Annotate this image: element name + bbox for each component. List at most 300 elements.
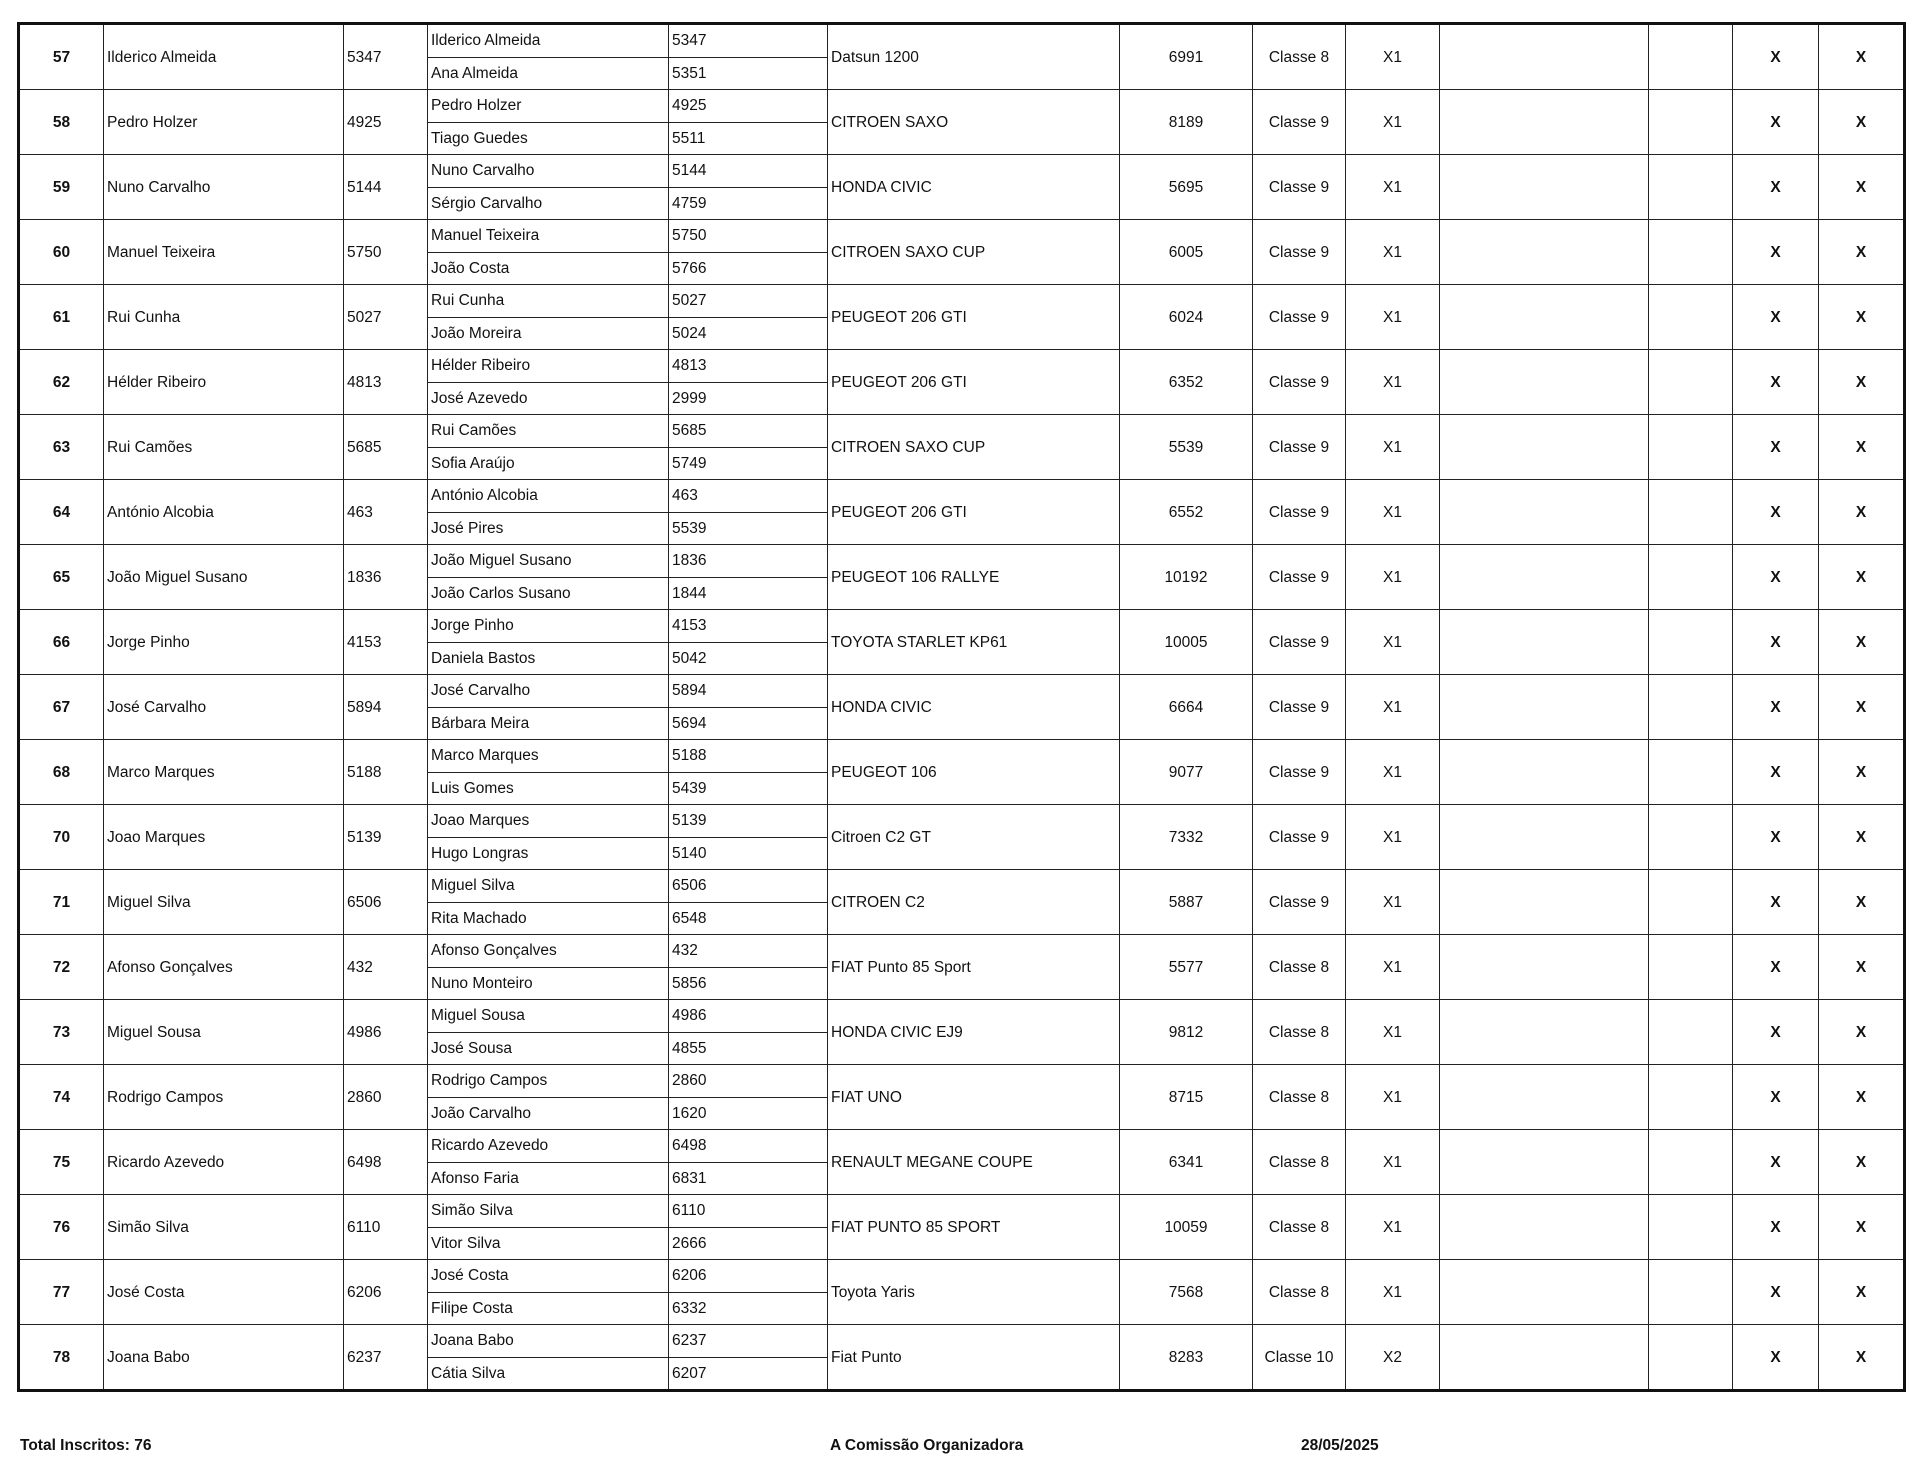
blank-cell — [1649, 285, 1733, 350]
crew-second-licence: 1620 — [669, 1097, 828, 1130]
crew-second-name: Bárbara Meira — [428, 707, 669, 740]
crew-second-name: José Pires — [428, 512, 669, 545]
blank-cell — [1440, 24, 1649, 90]
driver-name: Afonso Gonçalves — [104, 935, 344, 1000]
car-cc: 6352 — [1120, 350, 1253, 415]
car-cc: 7568 — [1120, 1260, 1253, 1325]
car-category: X1 — [1346, 220, 1440, 285]
crew-second-licence: 4855 — [669, 1032, 828, 1065]
car-class: Classe 9 — [1253, 610, 1346, 675]
table-row — [19, 545, 1905, 578]
blank-cell — [1649, 935, 1733, 1000]
car-category: X1 — [1346, 1260, 1440, 1325]
crew-second-name: Sérgio Carvalho — [428, 187, 669, 220]
car-category: X1 — [1346, 415, 1440, 480]
table-row — [19, 480, 1905, 513]
mark-cell: X — [1819, 1130, 1905, 1195]
blank-cell — [1440, 1000, 1649, 1065]
blank-cell — [1649, 415, 1733, 480]
mark-cell: X — [1819, 285, 1905, 350]
crew-second-name: Vitor Silva — [428, 1227, 669, 1260]
blank-cell — [1649, 90, 1733, 155]
driver-licence: 5188 — [344, 740, 428, 805]
blank-cell — [1649, 1325, 1733, 1391]
blank-cell — [1649, 350, 1733, 415]
car-model: FIAT PUNTO 85 SPORT — [828, 1195, 1120, 1260]
car-model: CITROEN SAXO CUP — [828, 220, 1120, 285]
crew-first-name: Joao Marques — [428, 805, 669, 838]
table-row — [19, 1195, 1905, 1228]
blank-cell — [1440, 935, 1649, 1000]
blank-cell — [1649, 1195, 1733, 1260]
car-cc: 9077 — [1120, 740, 1253, 805]
car-category: X1 — [1346, 480, 1440, 545]
car-class: Classe 9 — [1253, 480, 1346, 545]
driver-licence: 5750 — [344, 220, 428, 285]
crew-first-name: António Alcobia — [428, 480, 669, 513]
blank-cell — [1649, 1260, 1733, 1325]
crew-second-licence: 5140 — [669, 837, 828, 870]
mark-cell: X — [1819, 415, 1905, 480]
mark-cell: X — [1819, 1325, 1905, 1391]
driver-licence: 4925 — [344, 90, 428, 155]
driver-name: Miguel Silva — [104, 870, 344, 935]
car-class: Classe 8 — [1253, 24, 1346, 90]
crew-second-name: João Carlos Susano — [428, 577, 669, 610]
car-cc: 9812 — [1120, 1000, 1253, 1065]
crew-first-name: Simão Silva — [428, 1195, 669, 1228]
driver-name: Jorge Pinho — [104, 610, 344, 675]
car-class: Classe 9 — [1253, 415, 1346, 480]
entry-number: 71 — [19, 870, 104, 935]
car-cc: 8715 — [1120, 1065, 1253, 1130]
table-row — [19, 415, 1905, 448]
crew-first-licence: 6206 — [669, 1260, 828, 1293]
crew-second-name: João Moreira — [428, 317, 669, 350]
crew-second-name: João Costa — [428, 252, 669, 285]
blank-cell — [1649, 1000, 1733, 1065]
driver-name: Ilderico Almeida — [104, 24, 344, 90]
crew-second-licence: 6332 — [669, 1292, 828, 1325]
car-model: Toyota Yaris — [828, 1260, 1120, 1325]
crew-second-licence: 5439 — [669, 772, 828, 805]
car-cc: 5695 — [1120, 155, 1253, 220]
car-category: X1 — [1346, 610, 1440, 675]
driver-licence: 5894 — [344, 675, 428, 740]
mark-cell: X — [1819, 1260, 1905, 1325]
driver-name: Hélder Ribeiro — [104, 350, 344, 415]
entry-number: 73 — [19, 1000, 104, 1065]
entry-number: 70 — [19, 805, 104, 870]
car-class: Classe 8 — [1253, 1065, 1346, 1130]
mark-cell: X — [1819, 350, 1905, 415]
car-class: Classe 9 — [1253, 220, 1346, 285]
table-row — [19, 870, 1905, 903]
car-category: X1 — [1346, 935, 1440, 1000]
crew-second-name: Nuno Monteiro — [428, 967, 669, 1000]
crew-first-name: Joana Babo — [428, 1325, 669, 1358]
blank-cell — [1440, 1065, 1649, 1130]
table-row — [19, 90, 1905, 123]
table-row — [19, 220, 1905, 253]
car-cc: 6024 — [1120, 285, 1253, 350]
crew-first-licence: 5027 — [669, 285, 828, 318]
crew-second-name: Ana Almeida — [428, 57, 669, 90]
car-category: X1 — [1346, 350, 1440, 415]
entry-number: 68 — [19, 740, 104, 805]
table-row — [19, 155, 1905, 188]
crew-first-name: Manuel Teixeira — [428, 220, 669, 253]
car-category: X1 — [1346, 90, 1440, 155]
driver-name: Manuel Teixeira — [104, 220, 344, 285]
mark-cell: X — [1733, 480, 1819, 545]
car-cc: 6552 — [1120, 480, 1253, 545]
driver-name: Joao Marques — [104, 805, 344, 870]
crew-first-name: Afonso Gonçalves — [428, 935, 669, 968]
mark-cell: X — [1819, 155, 1905, 220]
table-row — [19, 1130, 1905, 1163]
blank-cell — [1440, 220, 1649, 285]
car-model: PEUGEOT 206 GTI — [828, 480, 1120, 545]
driver-licence: 1836 — [344, 545, 428, 610]
blank-cell — [1440, 545, 1649, 610]
car-category: X1 — [1346, 545, 1440, 610]
car-model: HONDA CIVIC — [828, 155, 1120, 220]
crew-second-licence: 5856 — [669, 967, 828, 1000]
blank-cell — [1649, 545, 1733, 610]
mark-cell: X — [1733, 1000, 1819, 1065]
entry-number: 77 — [19, 1260, 104, 1325]
driver-name: João Miguel Susano — [104, 545, 344, 610]
car-model: Fiat Punto — [828, 1325, 1120, 1391]
car-cc: 6664 — [1120, 675, 1253, 740]
crew-first-name: Rodrigo Campos — [428, 1065, 669, 1098]
blank-cell — [1649, 220, 1733, 285]
crew-second-licence: 5024 — [669, 317, 828, 350]
crew-first-name: João Miguel Susano — [428, 545, 669, 578]
car-cc: 10192 — [1120, 545, 1253, 610]
crew-second-name: Daniela Bastos — [428, 642, 669, 675]
entry-number: 58 — [19, 90, 104, 155]
crew-second-name: Cátia Silva — [428, 1357, 669, 1391]
crew-second-licence: 5351 — [669, 57, 828, 90]
crew-second-name: Filipe Costa — [428, 1292, 669, 1325]
blank-cell — [1440, 90, 1649, 155]
car-model: PEUGEOT 206 GTI — [828, 350, 1120, 415]
mark-cell: X — [1733, 675, 1819, 740]
blank-cell — [1649, 675, 1733, 740]
car-class: Classe 9 — [1253, 155, 1346, 220]
crew-second-licence: 6548 — [669, 902, 828, 935]
crew-first-name: Nuno Carvalho — [428, 155, 669, 188]
car-cc: 6341 — [1120, 1130, 1253, 1195]
table-row — [19, 675, 1905, 708]
blank-cell — [1649, 870, 1733, 935]
entry-list-table — [17, 22, 1906, 1392]
mark-cell: X — [1819, 610, 1905, 675]
crew-second-licence: 2999 — [669, 382, 828, 415]
car-model: PEUGEOT 106 RALLYE — [828, 545, 1120, 610]
table-row — [19, 350, 1905, 383]
car-model: CITROEN SAXO — [828, 90, 1120, 155]
blank-cell — [1440, 415, 1649, 480]
crew-first-licence: 5139 — [669, 805, 828, 838]
crew-second-licence: 4759 — [669, 187, 828, 220]
crew-second-name: José Azevedo — [428, 382, 669, 415]
car-cc: 5577 — [1120, 935, 1253, 1000]
driver-licence: 2860 — [344, 1065, 428, 1130]
driver-licence: 5139 — [344, 805, 428, 870]
driver-licence: 5027 — [344, 285, 428, 350]
entry-number: 78 — [19, 1325, 104, 1391]
entry-number: 66 — [19, 610, 104, 675]
mark-cell: X — [1733, 155, 1819, 220]
table-row — [19, 285, 1905, 318]
blank-cell — [1440, 740, 1649, 805]
table-row — [19, 935, 1905, 968]
mark-cell: X — [1819, 805, 1905, 870]
car-model: TOYOTA STARLET KP61 — [828, 610, 1120, 675]
crew-second-licence: 5766 — [669, 252, 828, 285]
driver-name: Rui Cunha — [104, 285, 344, 350]
car-class: Classe 8 — [1253, 1260, 1346, 1325]
entry-number: 62 — [19, 350, 104, 415]
driver-name: José Carvalho — [104, 675, 344, 740]
car-cc: 7332 — [1120, 805, 1253, 870]
car-class: Classe 9 — [1253, 870, 1346, 935]
car-cc: 10059 — [1120, 1195, 1253, 1260]
car-cc: 8283 — [1120, 1325, 1253, 1391]
blank-cell — [1440, 480, 1649, 545]
entry-number: 67 — [19, 675, 104, 740]
car-cc: 5887 — [1120, 870, 1253, 935]
car-class: Classe 9 — [1253, 285, 1346, 350]
crew-first-licence: 4813 — [669, 350, 828, 383]
car-class: Classe 8 — [1253, 935, 1346, 1000]
organizing-committee: A Comissão Organizadora — [830, 1437, 1024, 1454]
car-class: Classe 9 — [1253, 90, 1346, 155]
car-cc: 5539 — [1120, 415, 1253, 480]
entry-number: 57 — [19, 24, 104, 90]
driver-name: Joana Babo — [104, 1325, 344, 1391]
crew-first-licence: 463 — [669, 480, 828, 513]
crew-first-licence: 432 — [669, 935, 828, 968]
crew-second-licence: 1844 — [669, 577, 828, 610]
mark-cell: X — [1733, 1065, 1819, 1130]
driver-licence: 5144 — [344, 155, 428, 220]
car-model: HONDA CIVIC EJ9 — [828, 1000, 1120, 1065]
car-class: Classe 9 — [1253, 740, 1346, 805]
driver-name: Marco Marques — [104, 740, 344, 805]
car-model: PEUGEOT 206 GTI — [828, 285, 1120, 350]
blank-cell — [1440, 610, 1649, 675]
blank-cell — [1649, 1065, 1733, 1130]
crew-second-licence: 5511 — [669, 122, 828, 155]
blank-cell — [1649, 805, 1733, 870]
car-category: X1 — [1346, 285, 1440, 350]
blank-cell — [1440, 285, 1649, 350]
crew-first-licence: 6237 — [669, 1325, 828, 1358]
table-row — [19, 1325, 1905, 1358]
mark-cell: X — [1819, 1195, 1905, 1260]
blank-cell — [1649, 480, 1733, 545]
car-class: Classe 9 — [1253, 545, 1346, 610]
crew-second-name: Hugo Longras — [428, 837, 669, 870]
mark-cell: X — [1819, 220, 1905, 285]
table-row — [19, 24, 1905, 58]
mark-cell: X — [1733, 1260, 1819, 1325]
crew-second-licence: 2666 — [669, 1227, 828, 1260]
driver-licence: 5685 — [344, 415, 428, 480]
entry-number: 63 — [19, 415, 104, 480]
car-cc: 8189 — [1120, 90, 1253, 155]
crew-first-licence: 5347 — [669, 24, 828, 58]
crew-first-name: Ricardo Azevedo — [428, 1130, 669, 1163]
car-class: Classe 8 — [1253, 1130, 1346, 1195]
mark-cell: X — [1733, 90, 1819, 155]
blank-cell — [1440, 350, 1649, 415]
mark-cell: X — [1733, 1195, 1819, 1260]
document-date: 28/05/2025 — [1301, 1437, 1379, 1454]
entry-number: 60 — [19, 220, 104, 285]
crew-first-licence: 1836 — [669, 545, 828, 578]
blank-cell — [1649, 1130, 1733, 1195]
crew-second-name: João Carvalho — [428, 1097, 669, 1130]
driver-name: Ricardo Azevedo — [104, 1130, 344, 1195]
blank-cell — [1649, 740, 1733, 805]
car-model: PEUGEOT 106 — [828, 740, 1120, 805]
driver-name: Nuno Carvalho — [104, 155, 344, 220]
driver-licence: 6237 — [344, 1325, 428, 1391]
crew-second-name: Rita Machado — [428, 902, 669, 935]
mark-cell: X — [1819, 1000, 1905, 1065]
car-cc: 10005 — [1120, 610, 1253, 675]
mark-cell: X — [1819, 870, 1905, 935]
blank-cell — [1440, 805, 1649, 870]
car-category: X1 — [1346, 740, 1440, 805]
car-category: X1 — [1346, 870, 1440, 935]
blank-cell — [1440, 675, 1649, 740]
car-model: HONDA CIVIC — [828, 675, 1120, 740]
entry-number: 64 — [19, 480, 104, 545]
entry-number: 75 — [19, 1130, 104, 1195]
mark-cell: X — [1733, 545, 1819, 610]
crew-first-licence: 5894 — [669, 675, 828, 708]
car-category: X1 — [1346, 1130, 1440, 1195]
car-category: X1 — [1346, 805, 1440, 870]
car-category: X1 — [1346, 155, 1440, 220]
mark-cell: X — [1819, 675, 1905, 740]
mark-cell: X — [1819, 740, 1905, 805]
driver-name: Simão Silva — [104, 1195, 344, 1260]
crew-second-name: Luis Gomes — [428, 772, 669, 805]
driver-licence: 4986 — [344, 1000, 428, 1065]
mark-cell: X — [1819, 935, 1905, 1000]
table-row — [19, 805, 1905, 838]
mark-cell: X — [1733, 1325, 1819, 1391]
driver-licence: 5347 — [344, 24, 428, 90]
car-cc: 6005 — [1120, 220, 1253, 285]
crew-first-licence: 6498 — [669, 1130, 828, 1163]
crew-second-licence: 6207 — [669, 1357, 828, 1391]
crew-first-name: Miguel Sousa — [428, 1000, 669, 1033]
driver-licence: 432 — [344, 935, 428, 1000]
car-model: Datsun 1200 — [828, 24, 1120, 90]
crew-first-licence: 5750 — [669, 220, 828, 253]
mark-cell: X — [1733, 740, 1819, 805]
driver-licence: 4153 — [344, 610, 428, 675]
table-row — [19, 610, 1905, 643]
crew-first-name: Rui Camões — [428, 415, 669, 448]
crew-first-name: Rui Cunha — [428, 285, 669, 318]
car-model: FIAT UNO — [828, 1065, 1120, 1130]
crew-second-licence: 5694 — [669, 707, 828, 740]
crew-second-name: Tiago Guedes — [428, 122, 669, 155]
driver-licence: 6498 — [344, 1130, 428, 1195]
car-class: Classe 10 — [1253, 1325, 1346, 1391]
car-cc: 6991 — [1120, 24, 1253, 90]
mark-cell: X — [1733, 870, 1819, 935]
driver-licence: 6110 — [344, 1195, 428, 1260]
blank-cell — [1440, 1325, 1649, 1391]
crew-first-licence: 4925 — [669, 90, 828, 123]
crew-first-licence: 2860 — [669, 1065, 828, 1098]
driver-licence: 463 — [344, 480, 428, 545]
crew-first-name: Pedro Holzer — [428, 90, 669, 123]
driver-name: José Costa — [104, 1260, 344, 1325]
entry-number: 72 — [19, 935, 104, 1000]
crew-first-licence: 6110 — [669, 1195, 828, 1228]
mark-cell: X — [1819, 480, 1905, 545]
crew-second-licence: 5042 — [669, 642, 828, 675]
mark-cell: X — [1733, 350, 1819, 415]
mark-cell: X — [1733, 805, 1819, 870]
table-row — [19, 1260, 1905, 1293]
car-category: X2 — [1346, 1325, 1440, 1391]
car-category: X1 — [1346, 24, 1440, 90]
table-row — [19, 1000, 1905, 1033]
car-category: X1 — [1346, 1000, 1440, 1065]
car-class: Classe 9 — [1253, 675, 1346, 740]
car-model: RENAULT MEGANE COUPE — [828, 1130, 1120, 1195]
driver-licence: 4813 — [344, 350, 428, 415]
car-category: X1 — [1346, 1065, 1440, 1130]
driver-name: António Alcobia — [104, 480, 344, 545]
crew-first-licence: 5188 — [669, 740, 828, 773]
car-class: Classe 8 — [1253, 1195, 1346, 1260]
crew-second-licence: 6831 — [669, 1162, 828, 1195]
entry-number: 59 — [19, 155, 104, 220]
crew-first-name: José Costa — [428, 1260, 669, 1293]
crew-second-licence: 5749 — [669, 447, 828, 480]
mark-cell: X — [1733, 1130, 1819, 1195]
blank-cell — [1440, 1195, 1649, 1260]
driver-name: Pedro Holzer — [104, 90, 344, 155]
mark-cell: X — [1733, 610, 1819, 675]
blank-cell — [1649, 610, 1733, 675]
driver-name: Miguel Sousa — [104, 1000, 344, 1065]
crew-second-name: José Sousa — [428, 1032, 669, 1065]
driver-name: Rodrigo Campos — [104, 1065, 344, 1130]
crew-first-licence: 6506 — [669, 870, 828, 903]
entry-number: 74 — [19, 1065, 104, 1130]
blank-cell — [1440, 1130, 1649, 1195]
mark-cell: X — [1733, 415, 1819, 480]
car-category: X1 — [1346, 675, 1440, 740]
crew-first-name: Miguel Silva — [428, 870, 669, 903]
driver-licence: 6206 — [344, 1260, 428, 1325]
crew-first-name: Jorge Pinho — [428, 610, 669, 643]
